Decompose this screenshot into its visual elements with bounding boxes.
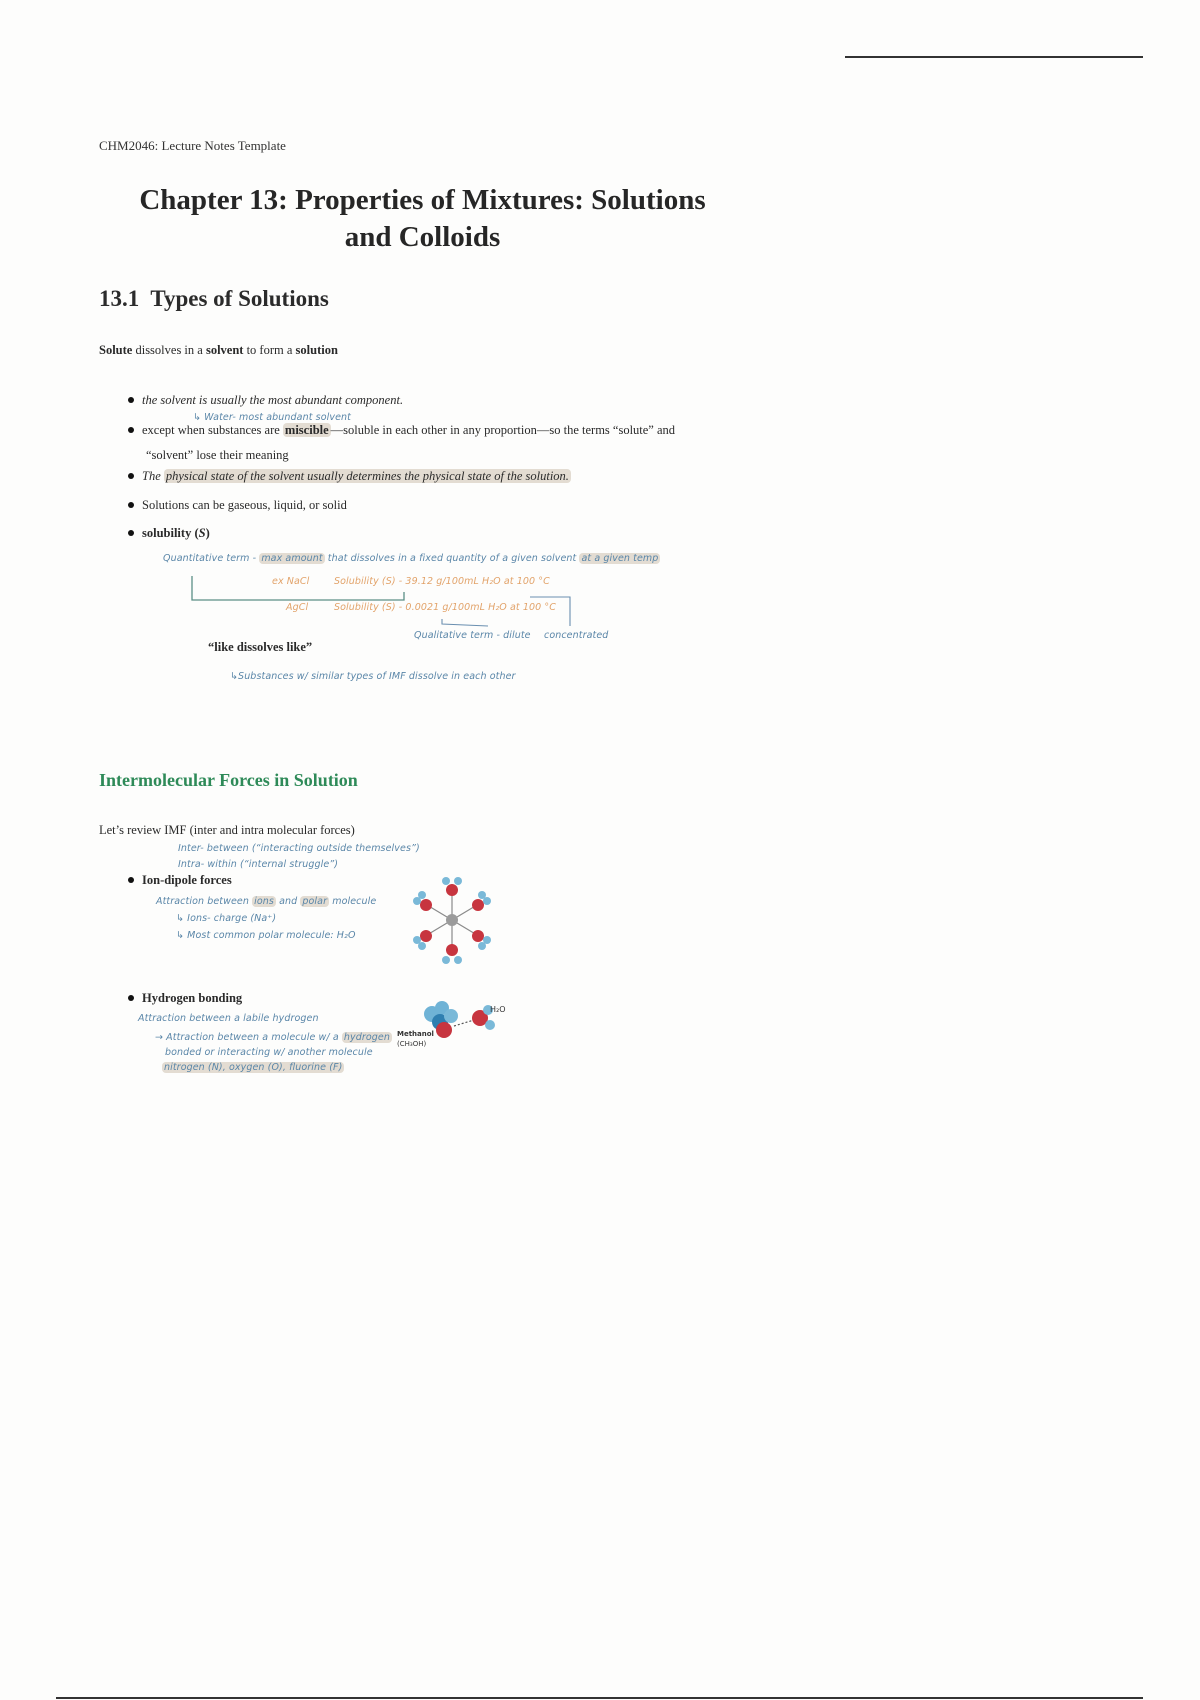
solubility-symbol: S <box>198 526 206 540</box>
bullet-miscible <box>142 423 675 438</box>
id-polar: polar <box>302 896 328 907</box>
ion-dipole-illustration <box>408 870 496 966</box>
bullet-physical-state <box>142 469 571 484</box>
bullet-dot <box>128 530 134 536</box>
hb-pre: → Attraction between a molecule w/ a <box>155 1032 342 1043</box>
note-labile-hydrogen: Attraction between a labile hydrogen <box>138 1013 319 1024</box>
intro-text-1: dissolves in a <box>132 343 206 357</box>
note-inter: Inter- between (“interacting outside themselves”) <box>178 843 420 854</box>
note-nacl-solubility: Solubility (S) - 39.12 g/100mL H₂O at 100 °C <box>334 576 550 587</box>
note-concentrated: concentrated <box>544 630 609 641</box>
label-methanol: Methanol <box>397 1030 434 1038</box>
label-methanol-formula: (CH₃OH) <box>397 1040 427 1048</box>
bullet-dot <box>128 502 134 508</box>
bullet-solubility <box>142 526 210 541</box>
physical-state-pre: The <box>142 469 164 483</box>
solubility-close: ) <box>205 526 210 540</box>
intro-sentence <box>99 343 338 358</box>
note-ions-charge: ↳ Ions- charge (Na⁺) <box>176 913 277 924</box>
note-ion-dipole <box>156 896 376 907</box>
title-line-2: and Colloids <box>344 221 501 253</box>
quant-pre: Quantitative term - <box>163 553 260 564</box>
note-ex-nacl: ex NaCl <box>272 576 310 587</box>
bullet-dot <box>128 473 134 479</box>
title-line-1: Chapter 13: Properties of Mixtures: Solutions <box>139 184 706 216</box>
solubility-label: solubility ( <box>142 526 199 540</box>
quant-mid: that dissolves in a fixed quantity of a given solvent <box>324 553 580 564</box>
quant-max-amount: max amount <box>261 553 323 564</box>
intro-text-2: to form a <box>243 343 296 357</box>
note-agcl-solubility: Solubility (S) - 0.0021 g/100mL H₂O at 100 °C <box>334 602 556 613</box>
hydrogen-bonding-label: Hydrogen bonding <box>142 991 243 1005</box>
note-hb-nof <box>162 1062 344 1073</box>
hb-hydrogen: hydrogen <box>343 1032 390 1043</box>
term-solution: solution <box>295 343 338 357</box>
note-agcl: AgCl <box>286 602 309 613</box>
course-header: CHM2046: Lecture Notes Template <box>99 138 286 153</box>
imf-heading: Intermolecular Forces in Solution <box>99 770 358 790</box>
section-number: 13.1 <box>99 286 140 311</box>
note-water: ↳ Water- most abundant solvent <box>193 412 351 423</box>
note-hb-bonded: bonded or interacting w/ another molecule <box>165 1047 373 1058</box>
bullet-dot <box>128 995 134 1001</box>
id-mid: and <box>275 896 301 907</box>
like-dissolves-like: “like dissolves like” <box>208 640 313 654</box>
quant-given-temp: at a given temp <box>581 553 659 564</box>
note-quantitative <box>163 553 660 564</box>
bullet-dot <box>128 877 134 883</box>
term-miscible: miscible <box>284 423 329 437</box>
imf-review: Let’s review IMF (inter and intra molecular forces) <box>99 823 355 837</box>
miscible-pre: except when substances are <box>142 423 283 437</box>
bullet-solvent-abundant: the solvent is usually the most abundant component. <box>142 393 404 407</box>
miscible-post: —soluble in each other in any proportion—so the terms “solute” and <box>330 423 676 437</box>
note-qualitative: Qualitative term - dilute <box>414 630 531 641</box>
top-rule <box>845 56 1143 58</box>
bullet-dot <box>128 427 134 433</box>
term-solvent: solvent <box>205 343 244 357</box>
section-heading <box>99 286 329 312</box>
page-title <box>100 182 745 256</box>
note-common-polar: ↳ Most common polar molecule: H₂O <box>176 930 356 941</box>
bottom-rule <box>56 1697 1143 1699</box>
id-post: molecule <box>329 896 377 907</box>
term-solute: Solute <box>99 343 133 357</box>
hb-nof-highlight: nitrogen (N), oxygen (O), fluorine (F) <box>164 1062 343 1073</box>
bullet-dot <box>128 397 134 403</box>
section-name: Types of Solutions <box>150 286 329 311</box>
id-ions: ions <box>254 896 274 907</box>
label-h2o: H₂O <box>490 1005 506 1014</box>
note-hb-attraction <box>155 1032 392 1043</box>
note-like-dissolves: ↳Substances w/ similar types of IMF dissolve in each other <box>230 671 516 682</box>
note-intra: Intra- within (“internal struggle”) <box>178 859 339 870</box>
bullet-solution-states: Solutions can be gaseous, liquid, or solid <box>142 498 347 512</box>
bullet-miscible-cont: “solvent” lose their meaning <box>146 448 289 462</box>
id-pre: Attraction between <box>156 896 253 907</box>
ion-dipole-label: Ion-dipole forces <box>142 873 232 887</box>
physical-state-highlight: physical state of the solvent usually determines the physical state of the solution. <box>165 469 569 483</box>
